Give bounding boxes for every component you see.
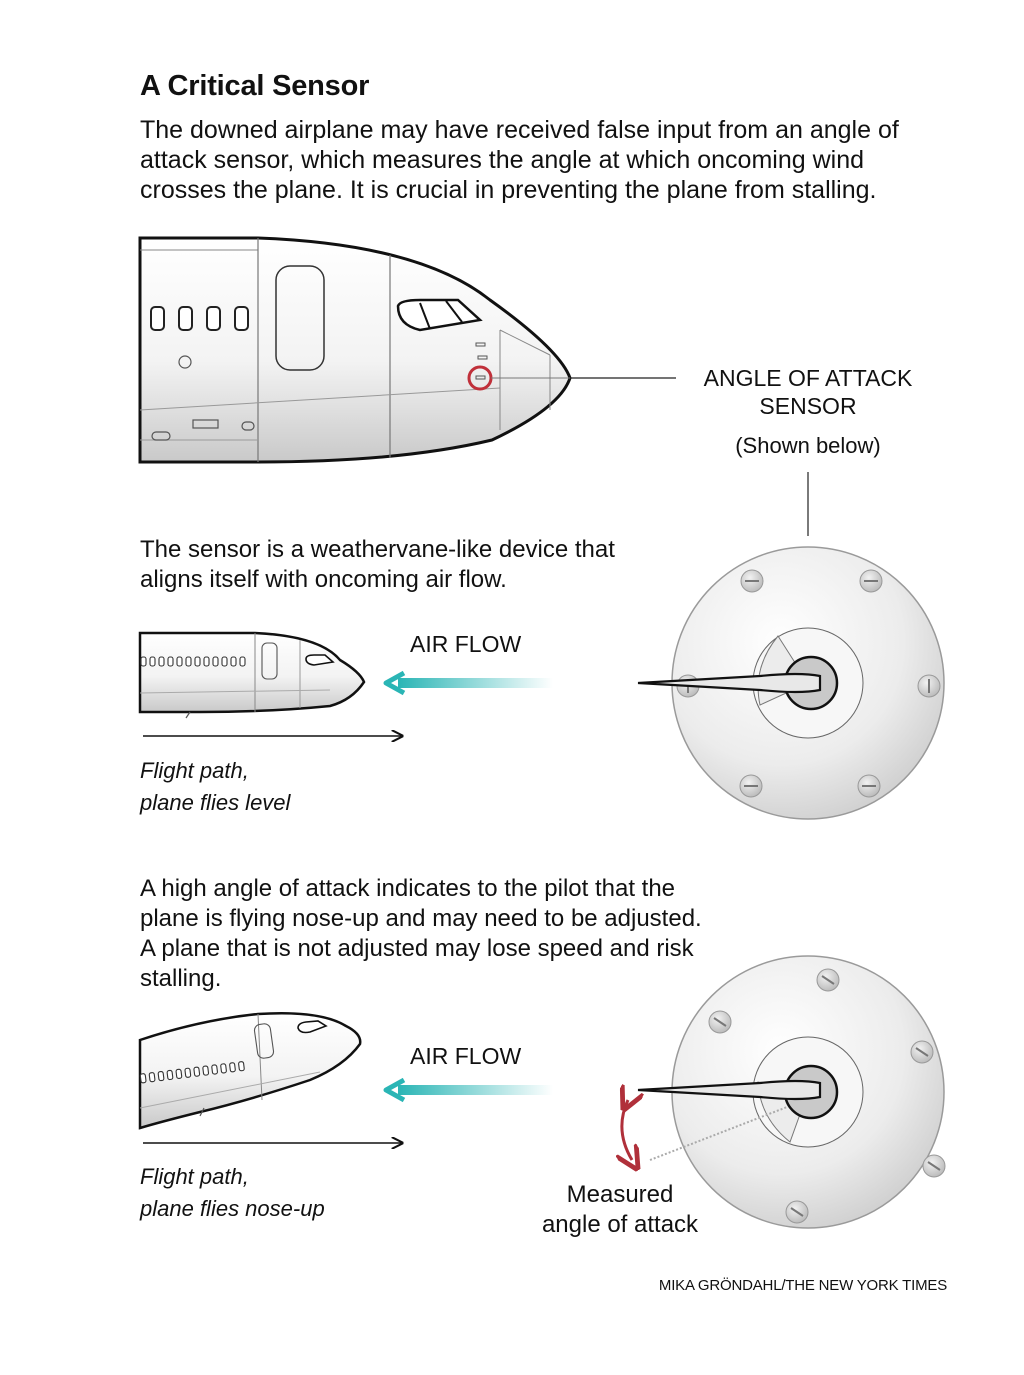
- sensor-callout-line1: ANGLE OF ATTACK: [703, 365, 913, 391]
- noseup-caption: [140, 1161, 325, 1225]
- noseup-text-line: A high angle of attack indicates to the pilot that the: [140, 875, 676, 902]
- page-title: A Critical Sensor: [140, 70, 370, 102]
- noseup-text-line: plane is flying nose-up and may need to be adjusted.: [140, 905, 702, 932]
- intro-line: attack sensor, which measures the angle at which oncoming wind: [140, 146, 864, 174]
- level-caption: [140, 755, 290, 819]
- sensor-disc-level: [638, 547, 944, 819]
- airplane-level: [140, 633, 364, 718]
- intro-line: The downed airplane may have received false input from an angle of: [140, 116, 899, 144]
- credit: MIKA GRÖNDAHL/THE NEW YORK TIMES: [658, 1277, 947, 1294]
- level-text-line: aligns itself with oncoming air flow.: [140, 566, 507, 593]
- airplane-noseup: [140, 1013, 360, 1128]
- airflow-label: AIR FLOW: [410, 1043, 522, 1069]
- noseup-caption-line: plane flies nose-up: [140, 1196, 325, 1221]
- vane: [638, 674, 820, 692]
- airflow-streak: [398, 1085, 553, 1095]
- vane: [638, 1081, 820, 1099]
- sensor-callout-label: [680, 364, 936, 420]
- intro-text: [140, 115, 980, 205]
- noseup-text-line: A plane that is not adjusted may lose speed and risk: [140, 935, 694, 962]
- sensor-callout-note: (Shown below): [735, 433, 881, 458]
- measured-angle-line: Measured: [566, 1181, 674, 1208]
- noseup-text-line: stalling.: [140, 965, 222, 992]
- noseup-caption-line: Flight path,: [140, 1164, 249, 1189]
- noseup-section-text: [140, 874, 702, 994]
- level-section-text: [140, 535, 615, 595]
- level-text-line: The sensor is a weathervane-like device that: [140, 536, 615, 563]
- airplane-nose-large: [140, 238, 676, 462]
- measured-angle-line: angle of attack: [541, 1211, 699, 1238]
- intro-line: crosses the plane. It is crucial in preventing the plane from stalling.: [140, 176, 877, 204]
- airflow-streak: [398, 678, 553, 688]
- sensor-callout-line2: SENSOR: [759, 393, 857, 419]
- level-caption-line: Flight path,: [140, 758, 249, 783]
- airflow-label: AIR FLOW: [410, 631, 522, 657]
- level-caption-line: plane flies level: [140, 790, 291, 815]
- measured-angle-label: [520, 1180, 720, 1240]
- angle-arrow-icon: [622, 1100, 632, 1160]
